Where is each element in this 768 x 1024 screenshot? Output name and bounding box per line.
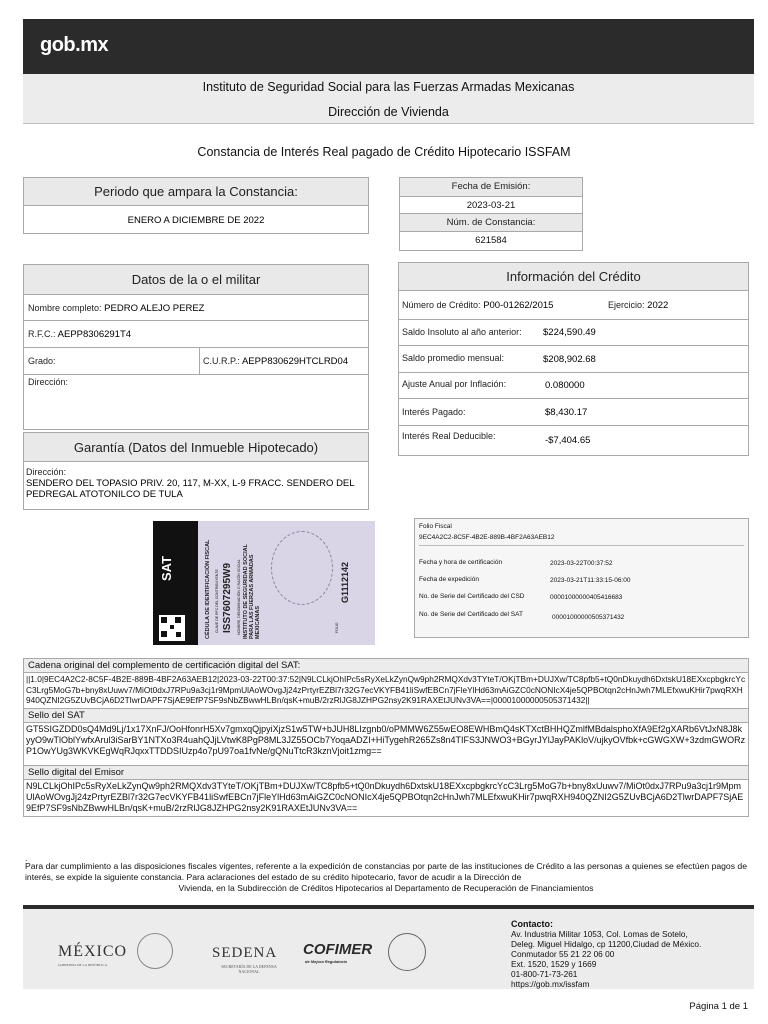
exp-date-value: 2023-03-21T11:33:15-06:00 [550, 577, 631, 584]
rfc-label: R.F.C.: [28, 329, 56, 339]
sat-cert-value: 00001000000505371432 [552, 614, 625, 621]
legal-notice [25, 855, 747, 894]
credit-header: Información del Crédito [399, 263, 748, 291]
period-box [23, 177, 369, 234]
credit-box [398, 262, 749, 456]
cadena-text: ||1.0|9EC4A2C2-8C5F-4B2E-889B-4BF2A63AEB12|2023-03-22T00:37:52|N9LCLkjOhIPc5sRyXeLkZynQw9ph2RMQXdv3TYteT/OKjTBm+DUJXw/TC8pfb5+tQ0nDkuydh6DxtskU18EXxcpbgkrcYcC3Lrg5MoG7b+bny8xUuwv7/MiOt0dxJ7RPu9a3cj1r9MpmUlAoWOvgJj24zPrtyrEZBl7r32G7ecVKYFB41liSwfEBCn7jFleYlHd63mAiGZC0cNONIcX4je5QPBOtqn2cHnJwh7MLEfxwuKHir7pwqRXH940QZNI2G5ZUvBCjA6D2TlwrDAPF7SjAE9EfP7SF9sNbZBwwHLBn/qsK+muB/2rzRlJG8JZHPG2nsy2K91RAXEtJUNv3VA==|00001000000505371432|| [26, 674, 746, 705]
department-name: Dirección de Vivienda [328, 105, 449, 119]
sedena-logo-sub: SECRETARÍA DE LA DEFENSA NACIONAL [221, 964, 277, 974]
digital-seals-section [23, 658, 749, 817]
grade-label: Grado: [28, 356, 56, 366]
balance-label: Saldo Insoluto al año anterior: [402, 327, 522, 337]
issfam-emblem-icon [388, 933, 426, 971]
paid-label: Interés Pagado: [402, 407, 466, 417]
cedula-rfc: ISS7607295W9 [222, 562, 233, 633]
sedena-logo [212, 945, 278, 974]
nombre-label: NOMBRE, DENOMINACIÓN O RAZÓN SOCIAL [237, 559, 241, 635]
page-number: Página 1 de 1 [689, 1001, 748, 1012]
guarantee-box [23, 432, 369, 510]
period-header: Periodo que ampara la Constancia: [24, 178, 368, 206]
name-value: PEDRO ALEJO PEREZ [104, 303, 205, 314]
emission-box [399, 177, 583, 251]
military-address-row [28, 377, 68, 388]
legal-text-last-line: Vivienda, en la Subdirección de Créditos Hipotecarios al Departamento de Recuperación de Financiamientos [178, 883, 594, 893]
sat-cedula-stamp [153, 521, 375, 645]
credit-year-row [608, 300, 668, 311]
inflation-label: Ajuste Anual por Inflación: [402, 379, 507, 389]
paid-value: $8,430.17 [545, 407, 588, 418]
fiscal-folio-box [414, 518, 749, 638]
real-value: -$7,404.65 [545, 435, 591, 446]
contact-line: Deleg. Miguel Hidalgo, cp 11200,Ciudad de México. [511, 939, 702, 949]
cofimer-logo [303, 941, 373, 964]
emission-number: 621584 [475, 235, 507, 246]
emission-date: 2023-03-21 [400, 197, 582, 214]
credit-number-row [402, 300, 553, 311]
contact-info [511, 919, 701, 989]
sedena-logo-text: SEDENA [212, 945, 278, 961]
cofimer-logo-text: COFIMER [303, 941, 373, 958]
cert-date-label: Fecha y hora de certificación [419, 559, 503, 566]
sello-sat-text: GT5SIGZDD0sQ4Md9Lj/1x17XnFJ/OoHfonrH5Xv7gmxqQjpyiXjzS1w5TW+bJUH8LIzgnb0/oPMMW6Z55wEO8EWHBmQ4sKTXctBHHQZmlfMBdalsphoXfA9Ef2gXARb6VtJxN8J8kyyO9wTlOblYwfxArul3iSarBY1NTXo3R4uahQJjLVtwK8PgP8ML3JZ55OCb7YoqaADZI+HiTygehR265Zs8n4TIFS3JNWO3+BGyrJYlJayPAKloV/ujkyOVfbk+cGWGXW+3zdmGWORzP1OwYUg3WKVKEgWqRJqxxTTDDSIUzp4o7pU97oa1fvNe/gQNuTtcR3kznVjoit1zmg== [26, 723, 746, 756]
military-box [23, 264, 369, 430]
sello-sat-header: Sello del SAT [24, 708, 748, 723]
sello-emisor-text: N9LCLkjOhIPc5sRyXeLkZynQw9ph2RMQXdv3TYteT/OKjTBm+DUJXw/TC8pfb5+tQ0nDkuydh6DxtskU18EXxcpbgkrcYcC3Lrg5MoG7b+bny8xUuwv7/MiOt0dxJ7RPu9a3cj1r9MpmUlAoWOvgJj24zPrtyrEZBl7r32G7ecVKYFB41liSwfEBCn7jFleYlHd63mAiGZC0cNONIcX4je5QPBOtqn2cHnJwh7MLEfxwuKHir7pwqRXH940QZNI2G5ZUvBCjA6D2TlwrDAPF7SjAE9EfP7SF9sNbZBwwHLBn/qsK+muB/2rzRlJG8JZHPG2nsy2K91RAXEtJUNv3VA== [26, 780, 744, 813]
emission-date-label: Fecha de Emisión: [400, 178, 582, 197]
exp-date-label: Fecha de expedición [419, 576, 479, 583]
legal-text: Para dar cumplimiento a las disposiciones fiscales vigentes, referente a la expedición de constancias por parte de las instituciones de Crédito a las personas a quienes se efectúen pagos de interés, se expide la siguiente constancia. Para aclaraciones del estado de su crédito hipotecario, favor de acudir a la Dirección de [25, 861, 747, 882]
military-name-row [28, 303, 204, 314]
contact-line: Av. Industria Militar 1053, Col. Lomas de Sotelo, [511, 929, 688, 939]
mexico-logo-sub: GOBIERNO DE LA REPÚBLICA [58, 963, 108, 967]
credit-year-label: Ejercicio: [608, 300, 645, 310]
military-header: Datos de la o el militar [24, 265, 368, 295]
sat-cert-label: No. de Serie del Certificado del SAT [419, 611, 523, 618]
curp-label: C.U.R.P.: [203, 356, 240, 366]
institution-name: Instituto de Seguridad Social para las Fuerzas Armadas Mexicanas [202, 80, 575, 94]
mexico-seal-icon [271, 531, 333, 605]
avg-label: Saldo promedio mensual: [402, 353, 505, 363]
mexico-logo-text: MÉXICO [58, 943, 128, 960]
credit-number-value: P00-01262/2015 [483, 300, 554, 311]
clave-label: CLAVE DE RFC DEL CONTRIBUYENTE [215, 569, 219, 633]
legal-dot: . [25, 853, 28, 863]
gob-mx-logo[interactable]: gob.mx [40, 34, 109, 56]
cedula-folio: G1112142 [340, 561, 350, 603]
contact-line: Conmutador 55 21 22 06 00 [511, 949, 615, 959]
credit-year-value: 2022 [647, 300, 669, 311]
gob-header [23, 19, 754, 74]
curp-value: AEPP830629HTCLRD04 [241, 356, 349, 367]
footer [23, 905, 754, 989]
contact-line: 01-800-71-73-261 [511, 969, 578, 979]
csd-label: No. de Serie del Certificado del CSD [419, 593, 525, 600]
inflation-value: 0.080000 [545, 380, 585, 391]
institution-banner [23, 74, 754, 124]
folio-fiscal-value: 9EC4A2C2-8C5F-4B2E-889B-4BF2A63AEB12 [419, 534, 555, 541]
military-rfc-row [28, 329, 131, 340]
period-value: ENERO A DICIEMBRE DE 2022 [127, 215, 265, 226]
military-grade-row [28, 356, 56, 367]
csd-value: 00001000000405416683 [550, 594, 623, 601]
emission-number-label: Núm. de Constancia: [400, 214, 582, 232]
contact-line: Ext. 1520, 1529 y 1669 [511, 959, 597, 969]
balance-value: $224,590.49 [543, 327, 596, 338]
credit-number-label: Número de Crédito: [402, 300, 481, 310]
name-label: Nombre completo: [28, 303, 102, 313]
guarantee-address [26, 467, 364, 500]
cadena-header: Cadena original del complemento de certificación digital del SAT: [24, 659, 748, 673]
rfc-value: AEPP8306291T4 [57, 329, 132, 340]
sat-logo-text: SAT [159, 555, 174, 581]
folio-stamp-label: FOLIO [335, 622, 339, 633]
real-label: Interés Real Deducible: [402, 431, 496, 441]
contact-link[interactable]: https://gob.mx/issfam [511, 979, 590, 989]
avg-value: $208,902.68 [543, 354, 596, 365]
cedula-nombre: INSTITUTO DE SEGURIDAD SOCIAL PARA LAS FUERZAS ARMADAS MEXICANAS [243, 544, 261, 639]
document-title: Constancia de Interés Real pagado de Crédito Hipotecario ISSFAM [197, 145, 571, 159]
mexico-logo [58, 943, 128, 967]
cert-date-value: 2023-03-22T00:37:52 [550, 560, 613, 567]
military-curp-row [203, 356, 348, 367]
military-address-label: Dirección: [28, 377, 69, 387]
national-emblem-icon [137, 933, 173, 969]
folio-fiscal-label: Folio Fiscal [419, 523, 452, 530]
guarantee-address-value: SENDERO DEL TOPASIO PRIV. 20, 117, M-XX, L-9 FRACC. SENDERO DEL PEDREGAL ATOTONILCO DE TULA [26, 478, 355, 500]
guarantee-address-label: Dirección: [26, 467, 67, 477]
cofimer-logo-sub: de Mejora Regulatoria [305, 959, 347, 964]
sello-emisor-header: Sello digital del Emisor [24, 765, 748, 780]
qr-code-icon [159, 615, 185, 641]
contact-title: Contacto: [511, 919, 553, 929]
cedula-label: CÉDULA DE IDENTIFICACIÓN FISCAL [205, 539, 211, 639]
guarantee-header: Garantía (Datos del Inmueble Hipotecado) [24, 433, 368, 462]
